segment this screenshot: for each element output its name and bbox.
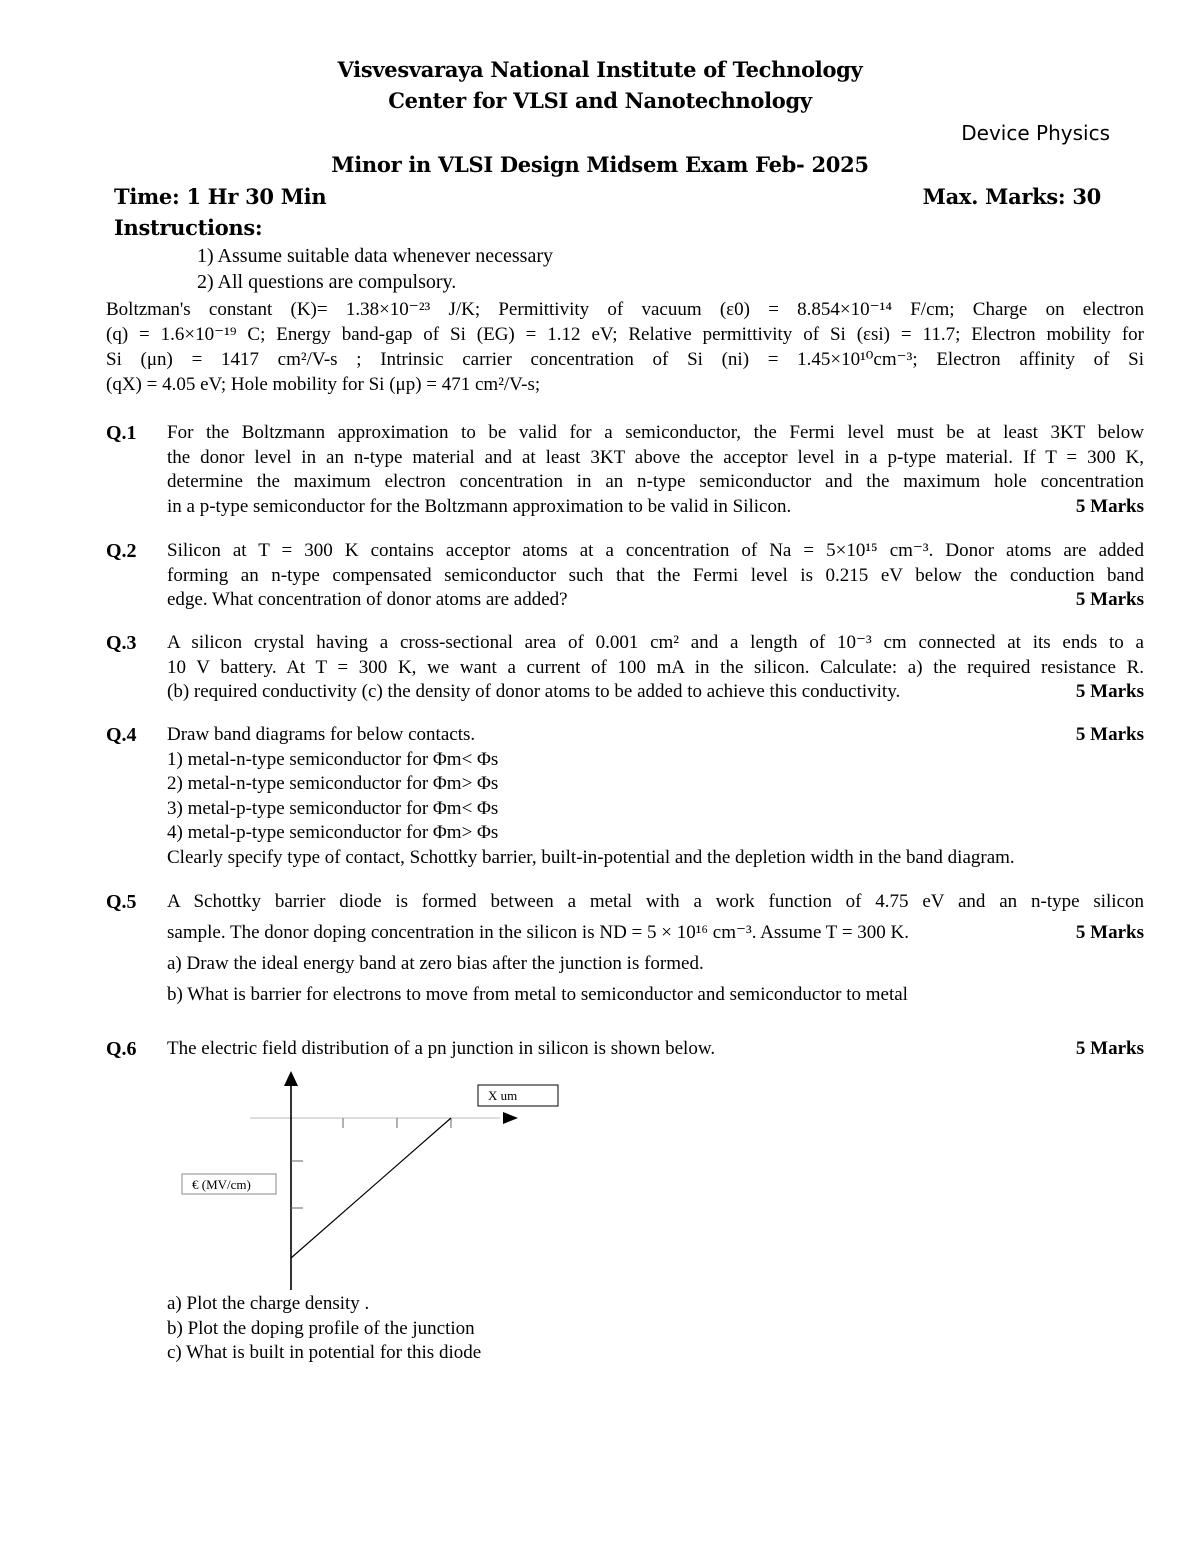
question-marks: 5 Marks	[1075, 681, 1144, 702]
contact-item: 4) metal-p-type semiconductor for Φm> Φs	[167, 822, 499, 843]
question-marks: 5 Marks	[1075, 495, 1144, 517]
question-text: The electric field distribution of a pn junction in silicon is shown below.	[167, 1038, 716, 1059]
question-marks: 5 Marks	[1075, 724, 1144, 745]
question-marks: 5 Marks	[1075, 1038, 1144, 1059]
sub-question: b) What is barrier for electrons to move from metal to semiconductor and semiconductor to metal	[167, 984, 908, 1005]
question-text-first	[167, 723, 1144, 748]
question-text: edge. What concentration of donor atoms are added?	[167, 589, 568, 610]
question-number: Q.6	[106, 1038, 137, 1060]
sub-question: b) Plot the doping profile of the junction	[167, 1317, 475, 1339]
subject-name: Device Physics	[961, 121, 1110, 145]
constants-line: Boltzman's constant (K)= 1.38×10⁻²³ J/K; Permittivity of vacuum (ε0) = 8.854×10⁻¹⁴ F/cm; Charge on electron	[106, 299, 1144, 320]
question-text: A Schottky barrier diode is formed between a metal with a work function of 4.75 eV and an n-type silicon	[167, 891, 1144, 912]
x-axis-arrow-icon	[503, 1112, 518, 1124]
instructions-heading: Instructions:	[114, 215, 263, 240]
institute-name: Visvesvaraya National Institute of Technology	[337, 57, 863, 82]
question-note: Clearly specify type of contact, Schottky barrier, built-in-potential and the depletion width in the band diagram.	[167, 846, 1015, 868]
exam-title: Minor in VLSI Design Midsem Exam Feb- 2025	[331, 152, 869, 177]
question-text: For the Boltzmann approximation to be valid for a semiconductor, the Fermi level must be at least 3KT below	[167, 422, 1144, 443]
sub-question: a) Draw the ideal energy band at zero bias after the junction is formed.	[167, 953, 704, 974]
question-marks: 5 Marks	[1075, 589, 1144, 610]
question-number: Q.5	[106, 891, 137, 913]
y-axis-label: € (MV/cm)	[192, 1177, 251, 1192]
question-text: Draw band diagrams for below contacts.	[167, 724, 476, 745]
sub-question: a) Plot the charge density .	[167, 1293, 370, 1314]
question-text-last	[167, 680, 1144, 705]
contact-item: 3) metal-p-type semiconductor for Φm< Φs	[167, 797, 499, 819]
electric-field-figure	[170, 1068, 590, 1293]
field-profile-line	[291, 1118, 451, 1258]
question-text: forming an n-type compensated semiconductor such that the Fermi level is 0.215 eV below the conduction band	[167, 564, 1144, 586]
question-text: in a p-type semiconductor for the Boltzmann approximation to be valid in Silicon.	[167, 495, 792, 517]
contact-item: 2) metal-n-type semiconductor for Φm> Φs	[167, 773, 499, 794]
physical-constants	[106, 297, 1144, 397]
constants-line: Si (μn) = 1417 cm²/V-s ; Intrinsic carrier concentration of Si (ni) = 1.45×10¹⁰cm⁻³; Electron affinity of Si	[106, 349, 1144, 370]
question-marks: 5 Marks	[1075, 922, 1144, 943]
question-text: sample. The donor doping concentration in the silicon is ND = 5 × 10¹⁶ cm⁻³. Assume T = 300 K.	[167, 922, 910, 943]
constants-line: (qX) = 4.05 eV; Hole mobility for Si (μp) = 471 cm²/V-s;	[106, 374, 541, 395]
question-text-last	[167, 495, 1144, 520]
center-name: Center for VLSI and Nanotechnology	[388, 88, 812, 113]
question-text: Silicon at T = 300 K contains acceptor atoms at a concentration of Na = 5×10¹⁵ cm⁻³. Donor atoms are added	[167, 540, 1144, 561]
question-text: the donor level in an n-type material and at least 3KT above the acceptor level in a p-type material. If T = 300 K,	[167, 446, 1144, 468]
exam-time: Time: 1 Hr 30 Min	[114, 184, 327, 209]
instruction-item: 1) Assume suitable data whenever necessary	[197, 245, 553, 267]
question-text-last	[167, 588, 1144, 613]
y-axis-arrow-icon	[284, 1071, 298, 1086]
contact-item: 1) metal-n-type semiconductor for Φm< Φs	[167, 748, 499, 770]
question-number: Q.4	[106, 724, 137, 746]
question-number: Q.1	[106, 422, 137, 444]
question-text: (b) required conductivity (c) the density of donor atoms to be added to achieve this conductivity.	[167, 681, 901, 702]
question-number: Q.2	[106, 540, 137, 562]
sub-question: c) What is built in potential for this diode	[167, 1342, 482, 1363]
question-text: determine the maximum electron concentration in an n-type semiconductor and the maximum hole concentration	[167, 471, 1144, 492]
question-text-first	[167, 1037, 1144, 1062]
constants-line: (q) = 1.6×10⁻¹⁹ C; Energy band-gap of Si (EG) = 1.12 eV; Relative permittivity of Si (εsi) = 11.7; Electron mobility for	[106, 324, 1144, 345]
question-number: Q.3	[106, 632, 137, 654]
question-text: 10 V battery. At T = 300 K, we want a current of 100 mA in the silicon. Calculate: a) the required resistance R.	[167, 656, 1144, 678]
instruction-item: 2) All questions are compulsory.	[197, 271, 457, 293]
exam-max-marks: Max. Marks: 30	[922, 184, 1101, 209]
question-text-last	[167, 921, 1144, 952]
x-axis-label: X um	[488, 1088, 518, 1103]
question-text: A silicon crystal having a cross-sectional area of 0.001 cm² and a length of 10⁻³ cm connected at its ends to a	[167, 632, 1144, 653]
